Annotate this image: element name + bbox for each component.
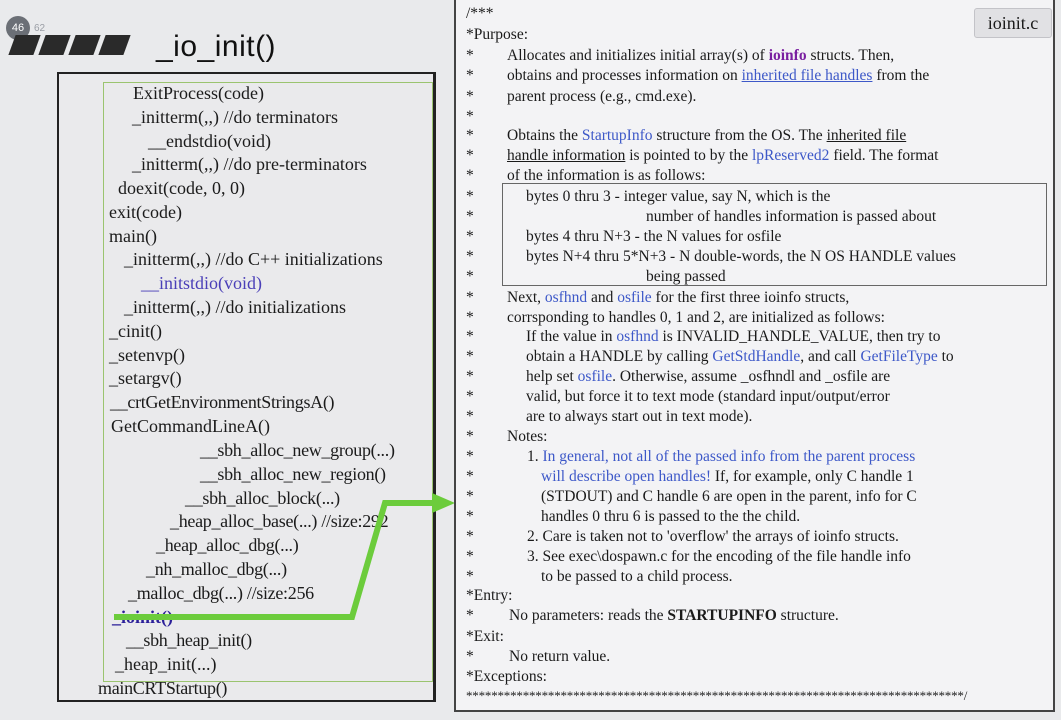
text-run: structure from the OS. The — [652, 127, 827, 144]
comment-star: * — [466, 568, 474, 585]
stack-initterm-cpp: _initterm(,,) //do C++ initializations — [124, 249, 383, 269]
text-run: from the — [872, 67, 930, 84]
comment-star: * — [466, 67, 474, 84]
text-run: obtains and processes information on — [507, 67, 742, 84]
stack-malloc-dbg: _malloc_dbg(...) //size:256 — [128, 583, 314, 603]
identifier-osfile: osfile — [617, 289, 652, 306]
if-line-3 — [526, 367, 890, 387]
note-1-line-2 — [541, 467, 914, 487]
purpose-line-6: of the information is as follows: — [507, 167, 706, 184]
stack-heap-init: _heap_init(...) — [115, 654, 217, 674]
comment-star: * — [466, 127, 474, 144]
text-run: structure. — [776, 607, 839, 624]
stack-main: main() — [109, 226, 157, 246]
purpose-line-3: parent process (e.g., cmd.exe). — [507, 88, 697, 105]
title-decoration — [4, 35, 129, 57]
comment-star: * — [466, 188, 474, 205]
text-run: field. The format — [829, 147, 939, 164]
bytes-line-1: bytes 0 thru 3 - integer value, say N, which is the — [526, 188, 831, 205]
comment-star: * — [466, 248, 474, 265]
text-run: 1. — [527, 448, 543, 465]
stack-nh-malloc-dbg: _nh_malloc_dbg(...) — [146, 559, 287, 579]
if-line-1 — [526, 327, 940, 347]
stack-heap-alloc-base: _heap_alloc_base(...) //size:292 — [170, 511, 389, 531]
stack-endstdio: __endstdio(void) — [148, 131, 271, 151]
link-inherited-file-handles: inherited file handles — [741, 67, 873, 84]
text-run: structs. Then, — [806, 47, 895, 64]
stack-setargv: _setargv() — [109, 368, 182, 388]
identifier-startupinfo: StartupInfo — [581, 127, 653, 144]
title-bar-1 — [8, 35, 40, 55]
comment-star: * — [466, 448, 474, 465]
stack-initterm-initializations: _initterm(,,) //do initializations — [124, 297, 346, 317]
highlighted-note: will describe open handles! — [541, 468, 712, 485]
stack-ioinit-highlighted: _ioinit() — [112, 607, 173, 627]
purpose-line-1 — [507, 46, 894, 66]
title-bar-3 — [68, 35, 100, 55]
title-bar-4 — [98, 35, 130, 55]
title-bar-2 — [38, 35, 70, 55]
if-line-5: are to always start out in text mode). — [526, 408, 753, 425]
stack-heap-alloc-dbg: _heap_alloc_dbg(...) — [156, 535, 299, 555]
text-run: Next, — [507, 289, 545, 306]
note-1-line-3: (STDOUT) and C handle 6 are open in the parent, info for C — [541, 488, 917, 505]
identifier-getfiletype: GetFileType — [860, 348, 938, 365]
stack-cinit: _cinit() — [109, 321, 162, 341]
purpose-line-4 — [507, 126, 906, 146]
keyword-startupinfo: STARTUPINFO — [667, 607, 777, 624]
note-3-line-1: 3. See exec\dospawn.c for the encoding of the file handle info — [527, 548, 911, 565]
bytes-line-4: bytes N+4 thru 5*N+3 - N double-words, the N OS HANDLE values — [526, 248, 956, 265]
entry-text — [509, 606, 839, 626]
exceptions-label: *Exceptions: — [466, 668, 547, 685]
next-line-2: corrsponding to handles 0, 1 and 2, are initialized as follows: — [507, 309, 885, 326]
text-run: to — [937, 348, 954, 365]
text-run: If the value in — [526, 328, 617, 345]
comment-star: * — [466, 88, 474, 105]
text-run: If, for example, only C handle 1 — [711, 468, 914, 485]
stack-sbh-heap-init: __sbh_heap_init() — [126, 630, 252, 650]
stack-initterm-terminators: _initterm(,,) //do terminators — [132, 107, 338, 127]
stack-sbh-alloc-new-region: __sbh_alloc_new_region() — [200, 464, 386, 484]
comment-star: * — [466, 328, 474, 345]
bytes-line-5: being passed — [646, 268, 726, 285]
comment-star: * — [466, 408, 474, 425]
slide-total-number: 62 — [34, 22, 46, 34]
comment-star: * — [466, 47, 474, 64]
comment-star: * — [466, 167, 474, 184]
text-run: No parameters: reads the — [509, 607, 668, 624]
identifier-getstdhandle: GetStdHandle — [712, 348, 801, 365]
identifier-lpreserved2: lpReserved2 — [751, 147, 830, 164]
text-run: , and call — [800, 348, 861, 365]
note-2: 2. Care is taken not to 'overflow' the arrays of ioinfo structs. — [527, 528, 899, 545]
comment-star: * — [466, 607, 474, 624]
stack-crtgetenvironmentstrings: __crtGetEnvironmentStringsA() — [110, 392, 335, 412]
if-line-4: valid, but force it to text mode (standard input/output/error — [526, 388, 890, 405]
comment-star: * — [466, 528, 474, 545]
comment-star: * — [466, 428, 474, 445]
if-line-2 — [526, 347, 954, 367]
comment-star: * — [466, 368, 474, 385]
note-3-line-2: to be passed to a child process. — [541, 568, 733, 585]
comment-star: * — [466, 309, 474, 326]
note-1-line-1 — [527, 447, 915, 467]
underlined-text: handle information — [507, 147, 626, 164]
comment-star: * — [466, 648, 474, 665]
notes-label: Notes: — [507, 428, 548, 445]
slide-title: _io_init() — [156, 30, 277, 63]
comment-star: * — [466, 147, 474, 164]
comment-close: *******************************************************************************/ — [466, 688, 968, 703]
stack-maincrtstartup: mainCRTStartup() — [98, 678, 228, 698]
comment-star: * — [466, 388, 474, 405]
text-run: obtain a HANDLE by calling — [526, 348, 713, 365]
stack-getcommandline: GetCommandLineA() — [111, 416, 270, 436]
bytes-line-2: number of handles information is passed about — [646, 208, 937, 225]
purpose-line-2 — [507, 66, 929, 86]
comment-star: * — [466, 268, 474, 285]
comment-star: * — [466, 228, 474, 245]
entry-label: *Entry: — [466, 587, 513, 604]
note-1-line-4: handles 0 thru 6 is passed to the the child. — [541, 508, 801, 525]
stack-sbh-alloc-block: __sbh_alloc_block(...) — [185, 488, 340, 508]
identifier-osfile: osfile — [577, 368, 613, 385]
comment-star: * — [466, 488, 474, 505]
stack-initstdio: __initstdio(void) — [141, 273, 262, 293]
comment-star: * — [466, 508, 474, 525]
text-run: Allocates and initializes initial array(s) of — [507, 47, 769, 64]
text-run: is INVALID_HANDLE_VALUE, then try to — [658, 328, 941, 345]
comment-star: * — [466, 348, 474, 365]
stack-exit: exit(code) — [109, 202, 182, 222]
next-line-1 — [507, 288, 849, 308]
stack-exitprocess: ExitProcess(code) — [133, 83, 264, 103]
underlined-text: inherited file — [826, 127, 907, 144]
text-run: and — [587, 289, 618, 306]
comment-star: * — [466, 208, 474, 225]
exit-label: *Exit: — [466, 628, 504, 645]
identifier-osfhnd: osfhnd — [616, 328, 659, 345]
keyword-ioinfo: ioinfo — [768, 47, 807, 64]
comment-star: * — [466, 548, 474, 565]
comment-star: * — [466, 289, 474, 306]
comment-star: * — [466, 108, 474, 125]
text-run: for the first three ioinfo structs, — [651, 289, 850, 306]
stack-sbh-alloc-new-group: __sbh_alloc_new_group(...) — [200, 440, 395, 460]
stack-initterm-preterminators: _initterm(,,) //do pre-terminators — [132, 154, 367, 174]
stack-doexit: doexit(code, 0, 0) — [118, 178, 245, 198]
exit-text: No return value. — [509, 648, 611, 665]
purpose-label: *Purpose: — [466, 26, 528, 43]
bytes-line-3: bytes 4 thru N+3 - the N values for osfile — [526, 228, 782, 245]
comment-star: * — [466, 468, 474, 485]
purpose-line-5 — [507, 146, 938, 166]
text-run: Obtains the — [507, 127, 582, 144]
text-run: is pointed to by the — [625, 147, 752, 164]
slide-current-number: 46 — [6, 16, 30, 40]
comment-open: /*** — [466, 5, 494, 22]
text-run: . Otherwise, assume _osfhndl and _osfile are — [612, 368, 891, 385]
identifier-osfhnd: osfhnd — [544, 289, 588, 306]
file-name-badge: ioinit.c — [974, 8, 1052, 38]
stack-setenvp: _setenvp() — [109, 345, 185, 365]
text-run: help set — [526, 368, 578, 385]
highlighted-note: In general, not all of the passed info from the parent process — [542, 448, 916, 465]
